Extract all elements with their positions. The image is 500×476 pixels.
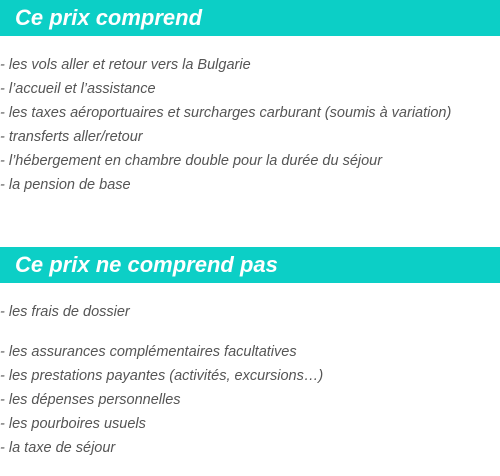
included-item-transfers: - transferts aller/retour	[0, 129, 143, 145]
included-item-board: - la pension de base	[0, 177, 131, 193]
included-item-welcome: - l’accueil et l’assistance	[0, 81, 156, 97]
excluded-item-expenses: - les dépenses personnelles	[0, 392, 181, 408]
excluded-item-activities: - les prestations payantes (activités, excursions…)	[0, 368, 324, 384]
included-item-taxes: - les taxes aéroportuaires et surcharges carburant (soumis à variation)	[0, 105, 452, 121]
excluded-section-title: Ce prix ne comprend pas	[0, 247, 500, 283]
included-item-accommodation: - l’hébergement en chambre double pour la durée du séjour	[0, 153, 383, 169]
excluded-item-tax: - la taxe de séjour	[0, 440, 116, 456]
excluded-item-tips: - les pourboires usuels	[0, 416, 146, 432]
excluded-item-insurance: - les assurances complémentaires facultatives	[0, 344, 297, 360]
included-section-title: Ce prix comprend	[0, 0, 500, 36]
included-item-flights: - les vols aller et retour vers la Bulgarie	[0, 57, 251, 73]
excluded-item-fees: - les frais de dossier	[0, 304, 130, 320]
